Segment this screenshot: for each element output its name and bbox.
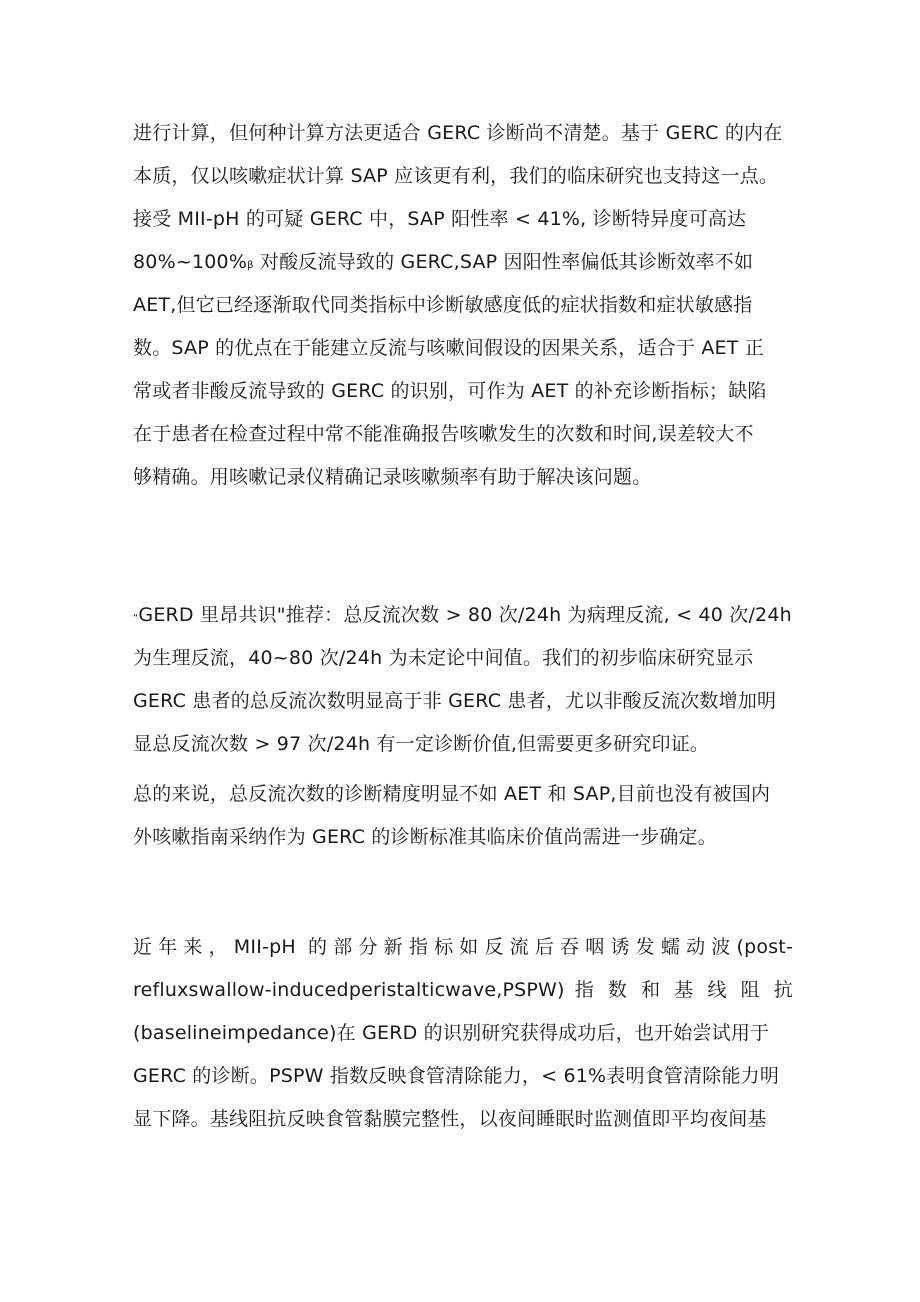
text-line xyxy=(133,241,793,284)
text-line: 数。SAP 的优点在于能建立反流与咳嗽间假设的因果关系，适合于 AET 正 xyxy=(133,337,764,359)
text-line: 在于患者在检查过程中常不能准确报告咳嗽发生的次数和时间,误差较大不 xyxy=(133,423,754,445)
text-line: 显下降。基线阻抗反映食管黏膜完整性，以夜间睡眠时监测值即平均夜间基 xyxy=(133,1108,767,1130)
text-line: 够精确。用咳嗽记录仪精确记录咳嗽频率有助于解决该问题。 xyxy=(133,466,652,488)
text-line: 显总反流次数 > 97 次/24h 有一定诊断价值,但需要更多研究印证。 xyxy=(133,733,710,755)
text-line: (baselineimpedance)在 GERD 的识别研究获得成功后，也开始尝试用于 xyxy=(133,1022,770,1044)
text-line: GERC 患者的总反流次数明显高于非 GERC 患者，尤以非酸反流次数增加明 xyxy=(133,690,777,712)
text-line: 接受 MII-pH 的可疑 GERC 中，SAP 阳性率 < 41%, 诊断特异度可高达 xyxy=(133,208,747,230)
text-line xyxy=(133,594,793,637)
paragraph-summary xyxy=(133,773,793,859)
paragraph-sap xyxy=(133,112,793,499)
text-line: 外咳嗽指南采纳作为 GERC 的诊断标准其临床价值尚需进一步确定。 xyxy=(133,826,717,848)
text-line: 进行计算，但何种计算方法更适合 GERC 诊断尚不清楚。基于 GERC 的内在 xyxy=(133,122,783,144)
text-line: 为生理反流，40~80 次/24h 为未定论中间值。我们的初步临床研究显示 xyxy=(133,647,754,669)
text-line: 本质，仅以咳嗽症状计算 SAP 应该更有利，我们的临床研究也支持这一点。 xyxy=(133,165,779,187)
text-line: refluxswallow-inducedperistalticwave,PSPW) 指 数 和 基 线 阻 抗 xyxy=(133,979,793,1001)
text-fragment: GERD 里昂共识"推荐：总反流次数 > 80 次/24h 为病理反流, < 40 次/24h xyxy=(138,604,792,626)
subscript-mark: β xyxy=(247,260,254,271)
text-line: 近年来，MII-pH 的部分新指标如反流后吞咽诱发蠕动波(post- xyxy=(133,936,793,958)
text-fragment: 80%~100% xyxy=(133,251,248,273)
text-line: 常或者非酸反流导致的 GERC 的识别，可作为 AET 的补充诊断指标；缺陷 xyxy=(133,380,767,402)
text-line: 总的来说，总反流次数的诊断精度明显不如 AET 和 SAP,目前也没有被国内 xyxy=(133,783,771,805)
text-fragment: 对酸反流导致的 GERC,SAP 因阳性率偏低其诊断效率不如 xyxy=(253,251,754,273)
quote-mark: “ xyxy=(133,613,139,624)
paragraph-new-indices xyxy=(133,926,793,1141)
paragraph-lyon-consensus xyxy=(133,594,793,766)
text-line: GERC 的诊断。PSPW 指数反映食管清除能力，< 61%表明食管清除能力明 xyxy=(133,1065,780,1087)
text-line: AET,但它已经逐渐取代同类指标中诊断敏感度低的症状指数和症状敏感指 xyxy=(133,294,753,316)
